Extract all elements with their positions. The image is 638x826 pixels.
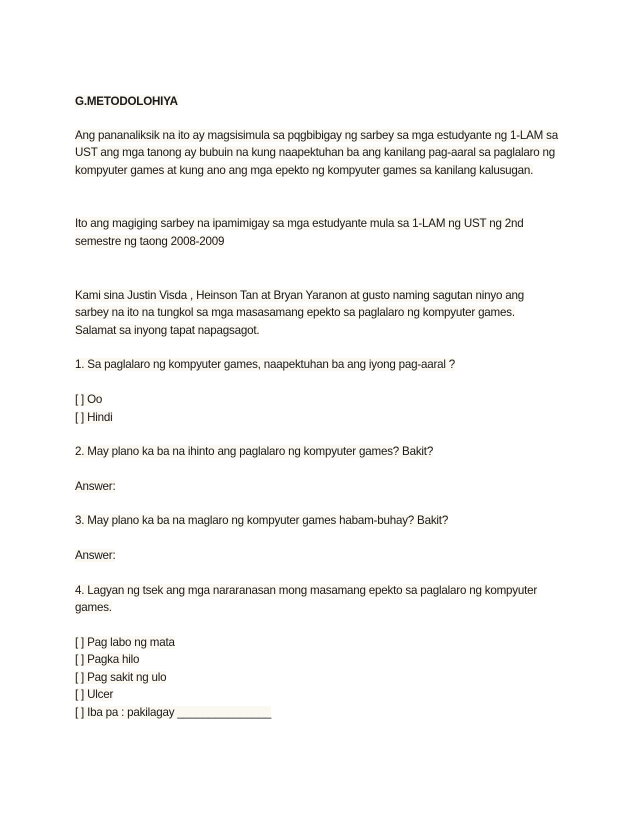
intro-line: Ang pananaliksik na ito ay magsisimula sa pqgbibigay ng sarbey sa mga estudyante ng 1-LAM sa <box>75 128 558 142</box>
checkbox-option[interactable]: [ ] Ulcer <box>75 688 114 702</box>
question-4 <box>75 582 570 617</box>
checkbox-option-other[interactable]: [ ] Iba pa : pakilagay _______________ <box>75 706 272 720</box>
checkbox-option[interactable]: [ ] Pag sakit ng ulo <box>75 670 167 684</box>
checkbox-option[interactable]: [ ] Hindi <box>75 410 113 424</box>
greeting-line: Salamat sa inyong tapat napagsagot. <box>75 323 260 337</box>
checkbox-option[interactable]: [ ] Pagka hilo <box>75 653 140 667</box>
question-1: 1. Sa paglalaro ng kompyuter games, naapektuhan ba ang iyong pag-aaral ? <box>75 358 456 372</box>
answer-label: Answer: <box>75 479 116 493</box>
greeting-line: sarbey na ito na tungkol sa mga masasamang epekto sa paglalaro ng kompyuter games. <box>75 306 515 320</box>
question-1-options <box>75 391 570 426</box>
intro-paragraph <box>75 127 570 180</box>
intro-line: UST ang mga tanong ay bubuin na kung naapektuhan ba ang kanilang pag-aaral sa paglalaro ng <box>75 146 556 160</box>
greeting-line: Kami sina Justin Visda , Heinson Tan at Bryan Yaranon at gusto naming sagutan ninyo ang <box>75 288 525 302</box>
question-2: 2. May plano ka ba na ihinto ang paglalaro ng kompyuter games? Bakit? <box>75 445 434 459</box>
document-body <box>75 93 570 722</box>
question-4-line: 4. Lagyan ng tsek ang mga nararanasan mong masamang epekto sa paglalaro ng kompyuter <box>75 583 538 597</box>
question-4-options <box>75 634 570 722</box>
question-3: 3. May plano ka ba na maglaro ng kompyuter games habam-buhay? Bakit? <box>75 514 449 528</box>
intro-line: kompyuter games at kung ano ang mga epekto ng kompyuter games sa kanilang kalusugan. <box>75 163 534 177</box>
checkbox-option[interactable]: [ ] Oo <box>75 392 103 406</box>
section-title: G.METODOLOHIYA <box>75 95 178 108</box>
survey-paragraph <box>75 215 570 250</box>
greeting-paragraph <box>75 287 570 340</box>
checkbox-option[interactable]: [ ] Pag labo ng mata <box>75 635 175 649</box>
survey-line: Ito ang magiging sarbey na ipamimigay sa mga estudyante mula sa 1-LAM ng UST ng 2nd <box>75 217 524 231</box>
answer-label: Answer: <box>75 548 116 562</box>
survey-line: semestre ng taong 2008-2009 <box>75 234 225 248</box>
question-4-line: games. <box>75 601 112 615</box>
